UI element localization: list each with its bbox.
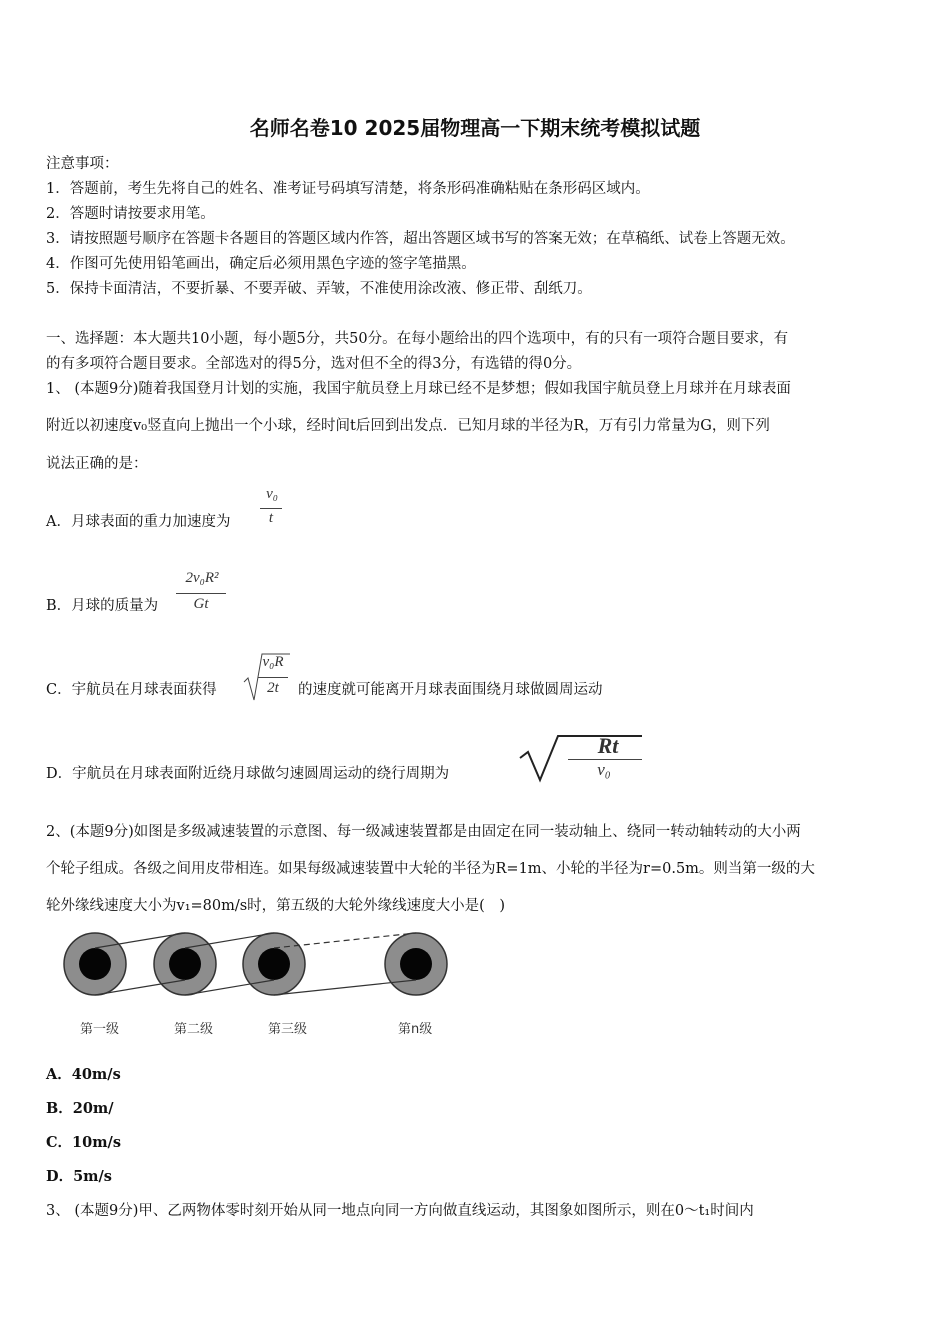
q1-option-d-numerator: Rt: [597, 733, 619, 758]
q1-option-c-suffix: 的速度就可能离开月球表面围绕月球做圆周运动: [298, 682, 603, 698]
pulley-stage-3: [243, 933, 305, 995]
fraction-bar: [258, 677, 288, 678]
figure-label-stage-n: 第n级: [398, 1022, 433, 1037]
q1-option-a-numerator: v₀: [266, 486, 278, 502]
fraction-bar: [176, 593, 226, 594]
notice-item: 4．作图可先使用铅笔画出，确定后必须用黑色字迹的签字笔描黑。: [46, 256, 476, 272]
q3-stem-line: 3、 (本题9分)甲、乙两物体零时刻开始从同一地点向同一方向做直线运动，其图象如图所示，则在0～t₁时间内: [46, 1203, 754, 1219]
figure-label-stage-2: 第二级: [174, 1022, 214, 1037]
q2-stem-line: 2、(本题9分)如图是多级减速装置的示意图、每一级减速装置都是由固定在同一装动轴上、绕同一转动轴转动的大小两: [46, 824, 801, 840]
figure-label-stage-3: 第三级: [268, 1022, 308, 1037]
notice-item: 3．请按照题号顺序在答题卡各题目的答题区域内作答，超出答题区域书写的答案无效；在草稿纸、试卷上答题无效。: [46, 231, 795, 247]
q1-option-a-denominator: t: [268, 510, 274, 526]
page-title: 名师名卷10 2025届物理高一下期末统考模拟试题: [249, 116, 701, 140]
notice-item: 5．保持卡面清洁，不要折暴、不要弄破、弄皱，不准使用涂改液、修正带、刮纸刀。: [46, 281, 592, 297]
section-intro-line: 一、选择题：本大题共10小题，每小题5分，共50分。在每小题给出的四个选项中，有的只有一项符合题目要求，有: [46, 331, 789, 347]
q1-option-d-denominator: v₀: [597, 760, 611, 779]
q2-stem-line: 轮外缘线速度大小为v₁=80m/s时，第五级的大轮外缘线速度大小是( ): [46, 898, 505, 914]
q2-stem-line: 个轮子组成。各级之间用皮带相连。如果每级减速装置中大轮的半径为R=1m、小轮的半径为r=0.5m。则当第一级的大: [46, 861, 815, 877]
q2-option-c: C．10m/s: [46, 1134, 122, 1151]
q2-option-a: A．40m/s: [46, 1066, 121, 1083]
q2-option-b: B．20m/: [46, 1100, 114, 1117]
section-intro-line: 的有多项符合题目要求。全部选对的得5分，选对但不全的得3分，有选错的得0分。: [46, 356, 582, 372]
q1-stem-line: 附近以初速度v₀竖直向上抛出一个小球，经时间t后回到出发点．已知月球的半径为R，万有引力常量为G，则下列: [46, 418, 770, 434]
q1-stem-line: 说法正确的是：: [46, 456, 148, 472]
q1-option-a: A．月球表面的重力加速度为: [46, 514, 231, 530]
notice-item: 2．答题时请按要求用笔。: [46, 206, 215, 222]
q1-option-c: C．宇航员在月球表面获得: [46, 682, 217, 698]
q1-option-c-denominator: 2t: [267, 680, 279, 696]
q1-option-c-numerator: v₀R: [262, 654, 284, 670]
q1-option-b-denominator: Gt: [193, 596, 209, 612]
q1-option-b: B．月球的质量为: [46, 598, 159, 614]
q2-option-d: D．5m/s: [46, 1168, 112, 1185]
pulley-stage-1: [64, 933, 126, 995]
pulley-stage-2: [154, 933, 216, 995]
fraction-bar: [260, 508, 282, 509]
q1-option-b-numerator: 2v₀R²: [185, 570, 219, 586]
q1-stem-line: 1、 (本题9分)随着我国登月计划的实施，我国宇航员登上月球已经不是梦想；假如我国宇航员登上月球并在月球表面: [46, 381, 791, 397]
notice-header: 注意事项：: [46, 156, 119, 172]
figure-label-stage-1: 第一级: [80, 1022, 120, 1037]
pulley-stage-n: [385, 933, 447, 995]
notice-item: 1．答题前，考生先将自己的姓名、准考证号码填写清楚，将条形码准确粘贴在条形码区域内。: [46, 181, 650, 197]
q1-option-d: D．宇航员在月球表面附近绕月球做匀速圆周运动的绕行周期为: [46, 766, 450, 782]
